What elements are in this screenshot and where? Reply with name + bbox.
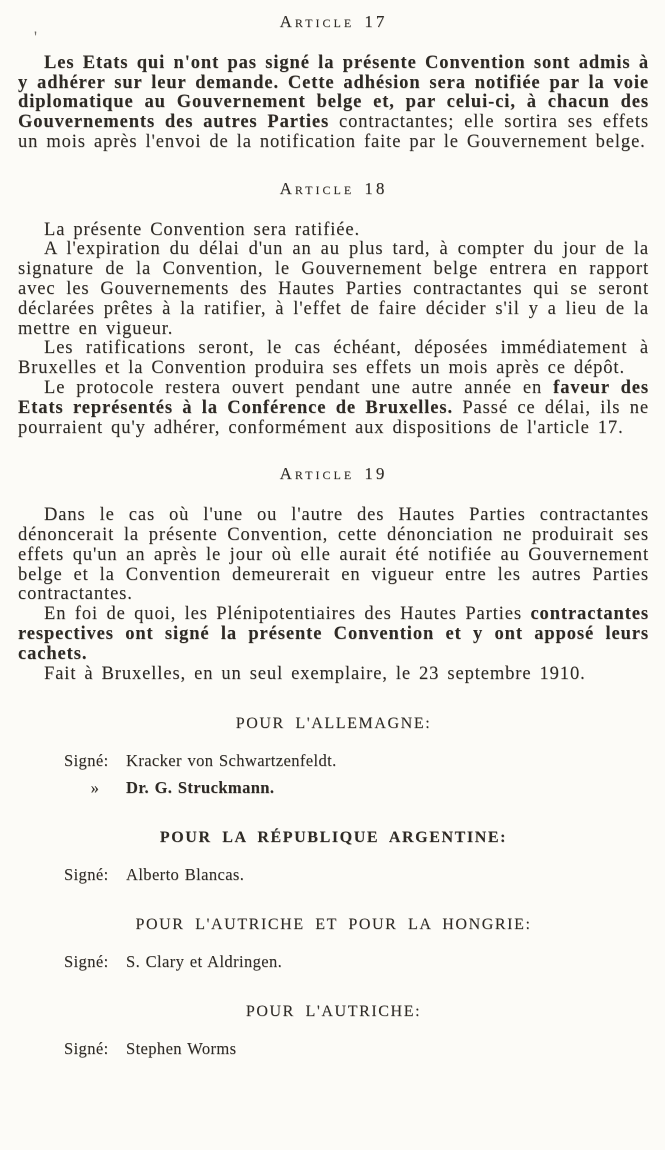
article-17-paragraph-1 — [18, 54, 649, 153]
signatory-name: Kracker von Schwartzenfeldt. — [126, 751, 337, 771]
signature-prefix: Signé: — [64, 951, 109, 971]
signature-line — [64, 951, 649, 972]
signature-block-austria-hungary — [18, 915, 649, 972]
article-19-heading: Article 19 — [279, 464, 388, 484]
article-18-paragraph-4-bold-text: faveur des Etats représentés à la Conférence de Bruxelles. — [18, 377, 649, 418]
signature-line — [64, 750, 649, 771]
signature-heading-austria: POUR L'AUTRICHE: — [245, 1002, 422, 1020]
article-19-paragraph-2-bold-text: contractantes respectives ont signé la présente Convention et y ont apposé leurs cachets. — [18, 604, 649, 664]
article-18-paragraph-3: Les ratifications seront, le cas échéant, déposées immédiatement à Bruxelles et la Convention produira ses effets un mois après ce dépôt. — [18, 338, 649, 379]
signature-prefix: Signé: — [64, 1038, 109, 1058]
article-17-paragraph-1-bold-text: Les Etats qui n'ont pas signé la présente Convention sont admis à y adhérer sur leur demande. Cette adhésion sera notifiée par la voie diplomatique au Gouvernement belge et, par celui-ci, à chacun des Gouvernements des autres Parties — [18, 52, 649, 133]
signature-line — [64, 864, 649, 885]
signatory-name: Alberto Blancas. — [126, 864, 245, 884]
article-19-paragraph-1: Dans le cas où l'une ou l'autre des Hautes Parties contractantes dénoncerait la présente Convention, cette dénonciation ne produirait ses effets qu'un an après le jour où elle aurait été notifiée au Gouvernement belge et la Convention demeurerait en vigueur entre les autres Parties contractantes. — [18, 505, 649, 605]
signatory-name: Stephen Worms — [126, 1038, 237, 1058]
signature-block-austria — [18, 1002, 649, 1059]
signature-heading-austria-hungary: POUR L'AUTRICHE ET POUR LA HONGRIE: — [135, 915, 532, 933]
article-18-paragraph-4-text: Passé ce délai, ils ne pourraient qu'y adhérer, conformément aux dispositions de l'article 17. — [18, 397, 649, 438]
article-19-paragraph-3: Fait à Bruxelles, en un seul exemplaire, le 23 septembre 1910. — [44, 663, 586, 684]
signature-heading-argentina: POUR LA RÉPUBLIQUE ARGENTINE: — [159, 829, 508, 847]
article-18-paragraph-4-lead-text: Le protocole restera ouvert pendant une autre année en — [44, 377, 543, 398]
signature-line — [64, 1038, 649, 1059]
article-18-paragraph-2: A l'expiration du délai d'un an au plus tard, à compter du jour de la signature de la Convention, le Gouvernement belge entrera en rapport avec les Gouvernements des Hautes Parties contractantes qui se seront déclarées prêtes à la ratifier, à l'effet de faire décider s'il y a lieu de la mettre en vigueur. — [18, 239, 649, 339]
ditto-mark: » — [90, 778, 100, 798]
signature-heading-germany: POUR L'ALLEMAGNE: — [235, 715, 432, 733]
signature-prefix: Signé: — [64, 864, 109, 884]
article-18-paragraph-4 — [18, 379, 649, 438]
article-18-paragraph-1: La présente Convention sera ratifiée. — [44, 219, 361, 240]
article-18-heading: Article 18 — [279, 178, 388, 198]
signature-line — [64, 777, 649, 798]
signature-block-argentina — [18, 828, 649, 885]
signatory-name: Dr. G. Struckmann. — [126, 778, 275, 798]
article-19-paragraph-2-lead-text: En foi de quoi, les Plénipotentiaires des Hautes Parties — [44, 604, 522, 625]
signatory-name: S. Clary et Aldringen. — [126, 951, 283, 971]
signature-prefix: Signé: — [64, 751, 109, 771]
ink-artifact: ' — [34, 29, 38, 46]
article-17-paragraph-1-text: contractantes; elle sortira ses effets un mois après l'envoi de la notification faite par le Gouvernement belge. — [18, 112, 649, 152]
article-19-paragraph-2 — [18, 605, 649, 664]
article-17-heading: Article 17 — [279, 12, 388, 31]
signature-block-germany — [18, 714, 649, 798]
